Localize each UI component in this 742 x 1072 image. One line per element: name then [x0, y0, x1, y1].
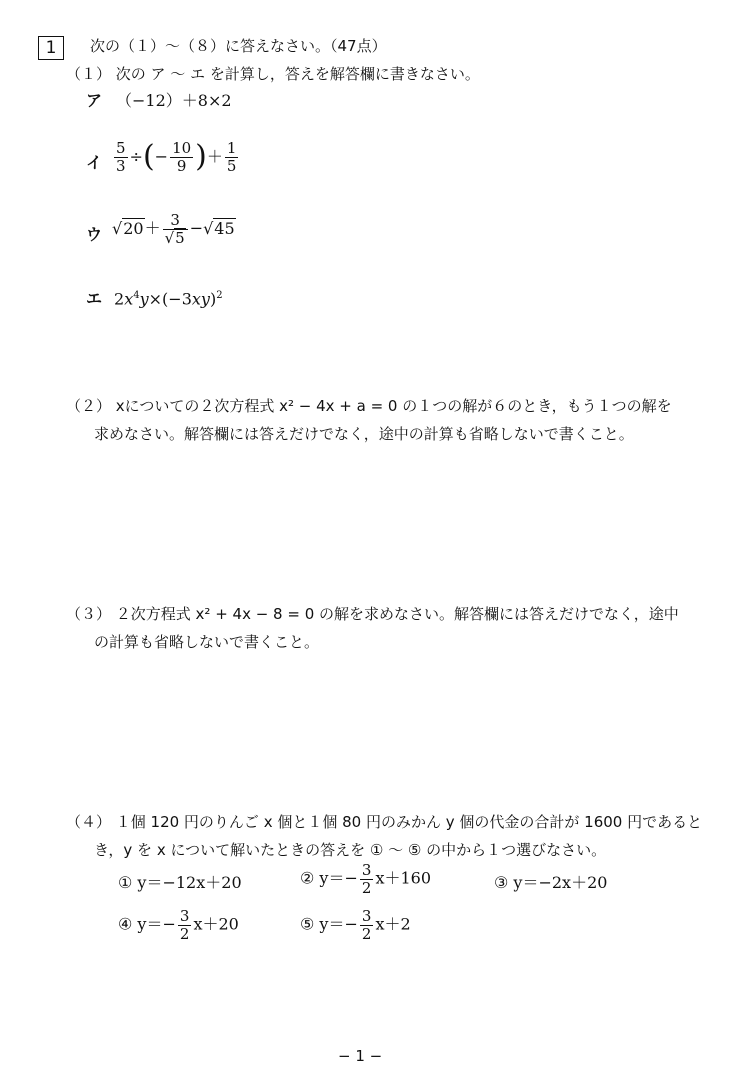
q1-a-label: ア [86, 91, 103, 110]
choice-3: ③ y＝−2x＋20 [494, 873, 608, 892]
q1-stem: （１） 次の ア ～ エ を計算し，答えを解答欄に書きなさい。 [66, 65, 480, 83]
q1-u-expression: √20＋ $\frac{3}{√5}$ −√45 [112, 211, 235, 247]
page-number: − 1 − [338, 1047, 383, 1065]
choice-5: ⑤ y＝− $\frac{3}{2}$ x＋2 [300, 907, 411, 943]
fraction: $\frac{3}{2}$ [179, 907, 190, 943]
q2-line2: 求めなさい。解答欄には答えだけでなく，途中の計算も省略しないで書くこと。 [94, 425, 634, 443]
choice-1: ① y＝−12x＋20 [118, 873, 242, 892]
fraction: $\frac{3}{2}$ [361, 861, 372, 897]
fraction: $\frac{10}{9}$ [172, 139, 192, 175]
q2-line1: （２） xについての２次方程式 x² − 4x + a = 0 の１つの解が６のとき，もう１つの解を [66, 397, 672, 415]
choice-2: ② y＝− $\frac{3}{2}$ x＋160 [300, 861, 432, 897]
main-instruction: 次の（１）～（８）に答えなさい。（47点） [90, 37, 387, 55]
choice-4: ④ y＝− $\frac{3}{2}$ x＋20 [118, 907, 239, 943]
q1-i-label: イ [86, 153, 103, 172]
q1-e-expression: $2x^4y\times(-3xy)^2$ [114, 289, 223, 309]
fraction: $\frac{1}{5}$ [226, 139, 237, 175]
sqrt: √20 [112, 218, 144, 238]
fraction: $\frac{3}{√5}$ [163, 212, 188, 246]
q3-line1: （３） ２次方程式 x² + 4x − 8 = 0 の解を求めなさい。解答欄には答えだけでなく，途中 [66, 605, 679, 623]
q1-e-label: エ [86, 289, 103, 308]
q4-line1: （４） １個 120 円のりんご x 個と１個 80 円のみかん y 個の代金の合計が 1600 円であると [66, 813, 703, 831]
fraction: $\frac{5}{3}$ [116, 139, 126, 175]
q3-line2: の計算も省略しないで書くこと。 [94, 633, 320, 651]
fraction: $\frac{3}{2}$ [361, 907, 372, 943]
q4-line2: き，y を x について解いたときの答えを ① ～ ⑤ の中から１つ選びなさい。 [94, 841, 607, 859]
question-number-box: 1 [38, 36, 64, 60]
q1-a-expression: （−12）＋8×2 [116, 91, 232, 110]
sqrt: √45 [203, 218, 235, 238]
q1-u-label: ウ [86, 225, 103, 244]
q1-i-expression: $\frac{5}{3}$ ÷(− $\frac{10}{9}$ )＋ $\frac{1}{5}$ [116, 139, 237, 175]
